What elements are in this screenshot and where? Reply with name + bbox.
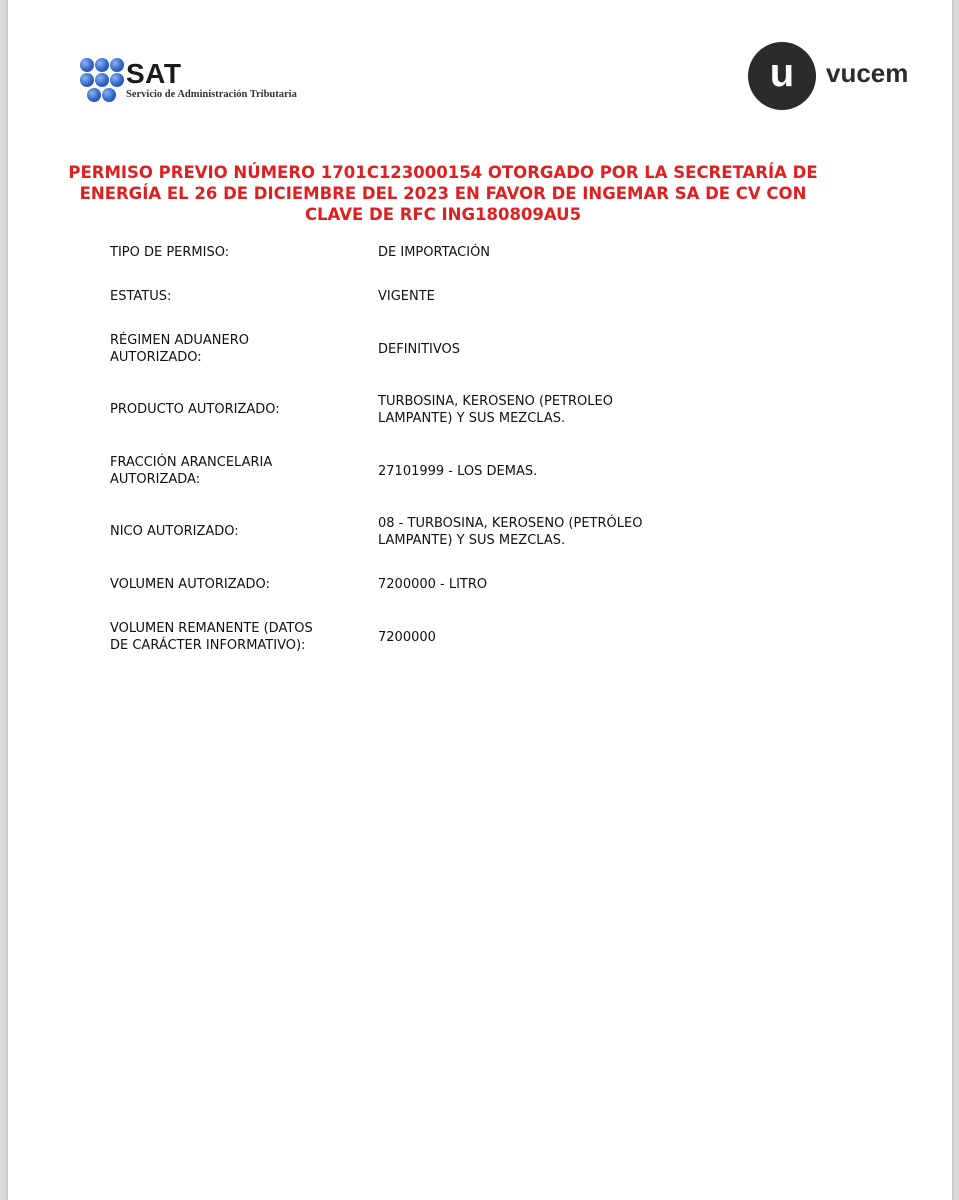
row-label-fraccion: FRACCIÓN ARANCELARIA AUTORIZADA: [110,455,273,487]
row-value-nico: 08 - TURBOSINA, KEROSENO (PETRÓLEO LAMPANTE) Y SUS MEZCLAS. [378,516,643,548]
document-title: PERMISO PREVIO NÚMERO 1701C123000154 OTORGADO POR LA SECRETARÍA DE ENERGÍA EL 26 DE DICIEMBRE DEL 2023 EN FAVOR DE INGEMAR SA DE CV CON CLAVE DE RFC ING180809AU5 [68,163,818,224]
row-value-fraccion: 27101999 - LOS DEMAS. [378,464,538,479]
row-value-tipo-permiso: DE IMPORTACIÓN [378,245,491,260]
sat-logo-subtitle: Servicio de Administración Tributaria [126,89,297,100]
row-label-volumen-autorizado: VOLUMEN AUTORIZADO: [110,577,270,592]
row-label-tipo-permiso: TIPO DE PERMISO: [110,245,230,260]
row-value-regimen: DEFINITIVOS [378,342,461,357]
row-label-regimen: RÉGIMEN ADUANERO AUTORIZADO: [110,333,249,365]
sat-logo-dots-icon [78,56,126,104]
row-value-estatus: VIGENTE [378,289,435,304]
row-label-nico: NICO AUTORIZADO: [110,524,239,539]
row-value-producto: TURBOSINA, KEROSENO (PETROLEO LAMPANTE) Y SUS MEZCLAS. [378,394,613,426]
sat-logo-text: SAT [126,58,182,89]
row-label-volumen-remanente: VOLUMEN REMANENTE (DATOS DE CARÁCTER INFORMATIVO): [110,621,313,653]
vucem-logo-text: vucem [826,58,909,88]
row-label-estatus: ESTATUS: [110,289,172,304]
row-value-volumen-remanente: 7200000 [378,630,436,645]
vucem-logo [748,42,928,112]
row-value-volumen-autorizado: 7200000 - LITRO [378,577,488,592]
sat-logo [78,56,318,106]
vucem-logo-circle-icon: u [748,42,816,110]
row-label-producto: PRODUCTO AUTORIZADO: [110,402,280,417]
document-page [8,0,952,1200]
